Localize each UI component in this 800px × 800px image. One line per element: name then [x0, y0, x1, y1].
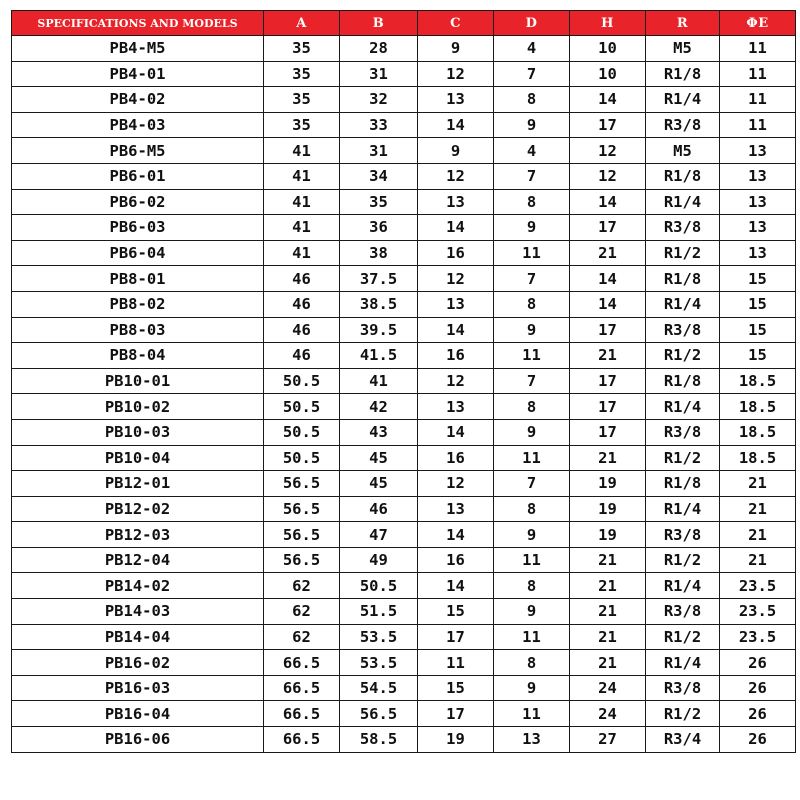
specifications-table: [11, 10, 796, 753]
c-cell: 12: [418, 61, 494, 87]
model-cell: PB16-02: [12, 650, 264, 676]
r-cell: R1/4: [646, 573, 720, 599]
header-specifications-and-models: SPECIFICATIONS AND MODELS: [12, 11, 264, 36]
b-cell: 41: [340, 368, 418, 394]
phi-e-cell: 13: [720, 189, 796, 215]
phi-e-cell: 15: [720, 266, 796, 292]
a-cell: 35: [264, 61, 340, 87]
header-c: C: [418, 11, 494, 36]
c-cell: 13: [418, 189, 494, 215]
r-cell: R3/8: [646, 522, 720, 548]
h-cell: 14: [570, 189, 646, 215]
d-cell: 11: [494, 240, 570, 266]
d-cell: 11: [494, 445, 570, 471]
c-cell: 14: [418, 419, 494, 445]
a-cell: 56.5: [264, 496, 340, 522]
d-cell: 8: [494, 394, 570, 420]
a-cell: 35: [264, 36, 340, 62]
model-cell: PB8-03: [12, 317, 264, 343]
h-cell: 17: [570, 368, 646, 394]
d-cell: 8: [494, 496, 570, 522]
model-cell: PB4-02: [12, 87, 264, 113]
b-cell: 46: [340, 496, 418, 522]
model-cell: PB6-03: [12, 215, 264, 241]
c-cell: 19: [418, 727, 494, 753]
phi-e-cell: 11: [720, 36, 796, 62]
r-cell: R3/8: [646, 675, 720, 701]
d-cell: 11: [494, 701, 570, 727]
c-cell: 17: [418, 701, 494, 727]
b-cell: 47: [340, 522, 418, 548]
h-cell: 21: [570, 573, 646, 599]
r-cell: R3/8: [646, 599, 720, 625]
r-cell: R1/4: [646, 189, 720, 215]
phi-e-cell: 23.5: [720, 599, 796, 625]
r-cell: M5: [646, 36, 720, 62]
table-row: [12, 163, 796, 189]
a-cell: 46: [264, 291, 340, 317]
r-cell: R1/4: [646, 650, 720, 676]
d-cell: 7: [494, 163, 570, 189]
table-body: [12, 36, 796, 753]
r-cell: R1/2: [646, 343, 720, 369]
phi-e-cell: 15: [720, 317, 796, 343]
table-row: [12, 496, 796, 522]
a-cell: 66.5: [264, 701, 340, 727]
phi-e-cell: 23.5: [720, 573, 796, 599]
c-cell: 13: [418, 291, 494, 317]
b-cell: 36: [340, 215, 418, 241]
b-cell: 31: [340, 138, 418, 164]
a-cell: 46: [264, 266, 340, 292]
d-cell: 11: [494, 343, 570, 369]
b-cell: 56.5: [340, 701, 418, 727]
d-cell: 9: [494, 215, 570, 241]
b-cell: 38: [340, 240, 418, 266]
d-cell: 9: [494, 317, 570, 343]
model-cell: PB10-03: [12, 419, 264, 445]
a-cell: 62: [264, 599, 340, 625]
model-cell: PB8-01: [12, 266, 264, 292]
model-cell: PB12-03: [12, 522, 264, 548]
model-cell: PB6-02: [12, 189, 264, 215]
c-cell: 16: [418, 445, 494, 471]
model-cell: PB4-M5: [12, 36, 264, 62]
phi-e-cell: 13: [720, 215, 796, 241]
h-cell: 17: [570, 215, 646, 241]
model-cell: PB14-04: [12, 624, 264, 650]
d-cell: 7: [494, 368, 570, 394]
c-cell: 14: [418, 215, 494, 241]
d-cell: 13: [494, 727, 570, 753]
d-cell: 9: [494, 522, 570, 548]
model-cell: PB6-01: [12, 163, 264, 189]
a-cell: 66.5: [264, 675, 340, 701]
table-row: [12, 317, 796, 343]
d-cell: 4: [494, 138, 570, 164]
h-cell: 12: [570, 138, 646, 164]
h-cell: 19: [570, 496, 646, 522]
table-row: [12, 87, 796, 113]
table-row: [12, 547, 796, 573]
r-cell: R1/2: [646, 240, 720, 266]
h-cell: 19: [570, 471, 646, 497]
phi-e-cell: 18.5: [720, 419, 796, 445]
model-cell: PB8-02: [12, 291, 264, 317]
c-cell: 14: [418, 522, 494, 548]
table-row: [12, 394, 796, 420]
model-cell: PB16-04: [12, 701, 264, 727]
phi-e-cell: 26: [720, 675, 796, 701]
h-cell: 27: [570, 727, 646, 753]
b-cell: 58.5: [340, 727, 418, 753]
c-cell: 14: [418, 317, 494, 343]
c-cell: 12: [418, 368, 494, 394]
r-cell: R1/2: [646, 445, 720, 471]
h-cell: 12: [570, 163, 646, 189]
phi-e-cell: 18.5: [720, 445, 796, 471]
table-row: [12, 266, 796, 292]
h-cell: 21: [570, 445, 646, 471]
r-cell: R1/4: [646, 394, 720, 420]
table-row: [12, 701, 796, 727]
a-cell: 41: [264, 189, 340, 215]
phi-e-cell: 21: [720, 471, 796, 497]
h-cell: 21: [570, 240, 646, 266]
phi-e-cell: 11: [720, 61, 796, 87]
model-cell: PB12-02: [12, 496, 264, 522]
phi-e-cell: 26: [720, 727, 796, 753]
b-cell: 50.5: [340, 573, 418, 599]
header-b: B: [340, 11, 418, 36]
table-row: [12, 675, 796, 701]
b-cell: 54.5: [340, 675, 418, 701]
table-row: [12, 343, 796, 369]
phi-e-cell: 18.5: [720, 394, 796, 420]
d-cell: 7: [494, 471, 570, 497]
d-cell: 7: [494, 266, 570, 292]
phi-e-cell: 18.5: [720, 368, 796, 394]
model-cell: PB4-01: [12, 61, 264, 87]
header-r: R: [646, 11, 720, 36]
c-cell: 16: [418, 240, 494, 266]
b-cell: 33: [340, 112, 418, 138]
table-row: [12, 471, 796, 497]
a-cell: 56.5: [264, 471, 340, 497]
a-cell: 50.5: [264, 419, 340, 445]
d-cell: 8: [494, 573, 570, 599]
a-cell: 41: [264, 163, 340, 189]
table-row: [12, 727, 796, 753]
table-row: [12, 291, 796, 317]
h-cell: 10: [570, 61, 646, 87]
b-cell: 34: [340, 163, 418, 189]
phi-e-cell: 23.5: [720, 624, 796, 650]
c-cell: 12: [418, 471, 494, 497]
r-cell: R1/8: [646, 61, 720, 87]
a-cell: 41: [264, 240, 340, 266]
table-row: [12, 240, 796, 266]
c-cell: 17: [418, 624, 494, 650]
d-cell: 9: [494, 112, 570, 138]
c-cell: 13: [418, 496, 494, 522]
a-cell: 46: [264, 317, 340, 343]
a-cell: 35: [264, 112, 340, 138]
r-cell: R1/8: [646, 471, 720, 497]
table-row: [12, 368, 796, 394]
r-cell: R3/8: [646, 317, 720, 343]
a-cell: 56.5: [264, 522, 340, 548]
b-cell: 35: [340, 189, 418, 215]
d-cell: 4: [494, 36, 570, 62]
table-row: [12, 112, 796, 138]
model-cell: PB14-03: [12, 599, 264, 625]
r-cell: R1/4: [646, 496, 720, 522]
a-cell: 35: [264, 87, 340, 113]
phi-e-cell: 13: [720, 240, 796, 266]
b-cell: 53.5: [340, 624, 418, 650]
model-cell: PB6-M5: [12, 138, 264, 164]
c-cell: 11: [418, 650, 494, 676]
model-cell: PB14-02: [12, 573, 264, 599]
r-cell: R3/8: [646, 215, 720, 241]
d-cell: 7: [494, 61, 570, 87]
b-cell: 53.5: [340, 650, 418, 676]
table-row: [12, 445, 796, 471]
h-cell: 19: [570, 522, 646, 548]
r-cell: R1/4: [646, 291, 720, 317]
model-cell: PB10-04: [12, 445, 264, 471]
r-cell: R1/2: [646, 624, 720, 650]
c-cell: 12: [418, 163, 494, 189]
b-cell: 42: [340, 394, 418, 420]
model-cell: PB10-01: [12, 368, 264, 394]
model-cell: PB12-04: [12, 547, 264, 573]
b-cell: 45: [340, 445, 418, 471]
phi-e-cell: 21: [720, 496, 796, 522]
a-cell: 50.5: [264, 368, 340, 394]
h-cell: 17: [570, 419, 646, 445]
b-cell: 37.5: [340, 266, 418, 292]
table-row: [12, 522, 796, 548]
a-cell: 62: [264, 573, 340, 599]
c-cell: 15: [418, 675, 494, 701]
b-cell: 28: [340, 36, 418, 62]
h-cell: 21: [570, 343, 646, 369]
b-cell: 49: [340, 547, 418, 573]
b-cell: 51.5: [340, 599, 418, 625]
model-cell: PB12-01: [12, 471, 264, 497]
h-cell: 10: [570, 36, 646, 62]
table-row: [12, 573, 796, 599]
phi-e-cell: 15: [720, 343, 796, 369]
c-cell: 14: [418, 112, 494, 138]
d-cell: 8: [494, 650, 570, 676]
a-cell: 62: [264, 624, 340, 650]
d-cell: 8: [494, 291, 570, 317]
table-row: [12, 138, 796, 164]
d-cell: 8: [494, 87, 570, 113]
model-cell: PB4-03: [12, 112, 264, 138]
table-row: [12, 624, 796, 650]
d-cell: 11: [494, 547, 570, 573]
r-cell: R1/8: [646, 266, 720, 292]
phi-e-cell: 26: [720, 701, 796, 727]
table-row: [12, 61, 796, 87]
a-cell: 50.5: [264, 445, 340, 471]
r-cell: R3/8: [646, 112, 720, 138]
h-cell: 24: [570, 675, 646, 701]
b-cell: 31: [340, 61, 418, 87]
model-cell: PB8-04: [12, 343, 264, 369]
d-cell: 11: [494, 624, 570, 650]
c-cell: 15: [418, 599, 494, 625]
table-row: [12, 215, 796, 241]
h-cell: 21: [570, 624, 646, 650]
phi-e-cell: 13: [720, 163, 796, 189]
a-cell: 41: [264, 215, 340, 241]
b-cell: 45: [340, 471, 418, 497]
r-cell: R1/8: [646, 368, 720, 394]
b-cell: 39.5: [340, 317, 418, 343]
b-cell: 43: [340, 419, 418, 445]
b-cell: 41.5: [340, 343, 418, 369]
a-cell: 66.5: [264, 727, 340, 753]
table-row: [12, 650, 796, 676]
r-cell: M5: [646, 138, 720, 164]
c-cell: 13: [418, 394, 494, 420]
model-cell: PB16-06: [12, 727, 264, 753]
header-phi-e: ΦE: [720, 11, 796, 36]
r-cell: R3/4: [646, 727, 720, 753]
h-cell: 21: [570, 547, 646, 573]
h-cell: 17: [570, 394, 646, 420]
b-cell: 32: [340, 87, 418, 113]
phi-e-cell: 26: [720, 650, 796, 676]
h-cell: 21: [570, 650, 646, 676]
h-cell: 21: [570, 599, 646, 625]
r-cell: R1/2: [646, 701, 720, 727]
table-row: [12, 599, 796, 625]
phi-e-cell: 11: [720, 112, 796, 138]
header-h: H: [570, 11, 646, 36]
header-a: A: [264, 11, 340, 36]
h-cell: 14: [570, 87, 646, 113]
model-cell: PB6-04: [12, 240, 264, 266]
c-cell: 13: [418, 87, 494, 113]
a-cell: 41: [264, 138, 340, 164]
d-cell: 8: [494, 189, 570, 215]
model-cell: PB10-02: [12, 394, 264, 420]
header-d: D: [494, 11, 570, 36]
r-cell: R3/8: [646, 419, 720, 445]
a-cell: 56.5: [264, 547, 340, 573]
d-cell: 9: [494, 419, 570, 445]
phi-e-cell: 11: [720, 87, 796, 113]
phi-e-cell: 15: [720, 291, 796, 317]
c-cell: 12: [418, 266, 494, 292]
c-cell: 9: [418, 138, 494, 164]
c-cell: 14: [418, 573, 494, 599]
h-cell: 17: [570, 112, 646, 138]
c-cell: 16: [418, 547, 494, 573]
d-cell: 9: [494, 675, 570, 701]
c-cell: 9: [418, 36, 494, 62]
b-cell: 38.5: [340, 291, 418, 317]
phi-e-cell: 13: [720, 138, 796, 164]
c-cell: 16: [418, 343, 494, 369]
d-cell: 9: [494, 599, 570, 625]
a-cell: 50.5: [264, 394, 340, 420]
h-cell: 14: [570, 291, 646, 317]
a-cell: 46: [264, 343, 340, 369]
a-cell: 66.5: [264, 650, 340, 676]
r-cell: R1/8: [646, 163, 720, 189]
h-cell: 17: [570, 317, 646, 343]
phi-e-cell: 21: [720, 547, 796, 573]
r-cell: R1/2: [646, 547, 720, 573]
table-row: [12, 419, 796, 445]
h-cell: 24: [570, 701, 646, 727]
header-row: [12, 11, 796, 36]
r-cell: R1/4: [646, 87, 720, 113]
table-row: [12, 189, 796, 215]
h-cell: 14: [570, 266, 646, 292]
model-cell: PB16-03: [12, 675, 264, 701]
phi-e-cell: 21: [720, 522, 796, 548]
table-row: [12, 36, 796, 62]
